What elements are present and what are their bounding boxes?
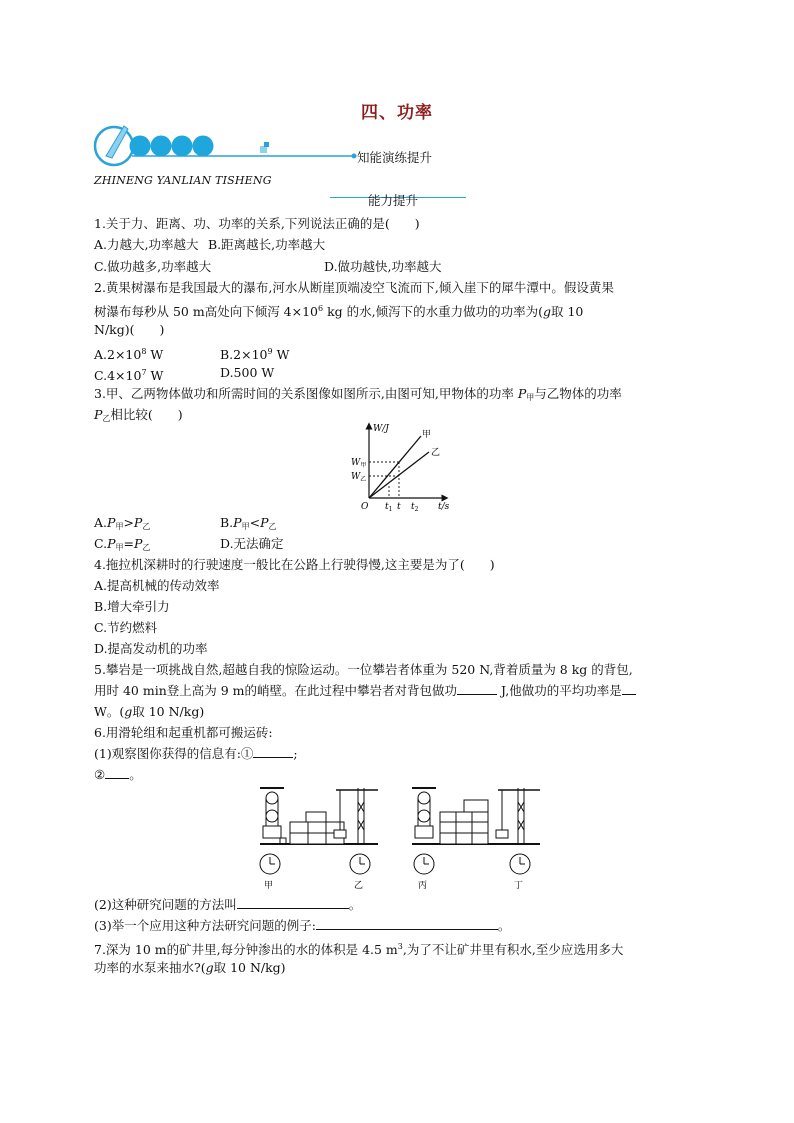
- header-pinyin: ZHINENG YANLIAN TISHENG: [94, 174, 272, 187]
- q3-option-c: $C.P_甲=P_乙$: [94, 536, 151, 552]
- q3-option-d: D.无法确定: [220, 536, 284, 551]
- q6-part-3: (3)举一个应用这种方法研究问题的例子: 。: [94, 918, 511, 933]
- q6-stem: 6.用滑轮组和起重机都可搬运砖:: [94, 725, 273, 740]
- t2-label: $t_2$: [411, 502, 419, 512]
- q1-option-d: D.做功越快,功率越大: [324, 259, 442, 274]
- q3-option-a: $A.P_甲>P_乙$: [94, 515, 151, 531]
- q3-line-2: $P_乙$相比较( ): [94, 407, 183, 423]
- q7-line-2: 功率的水泵来抽水?(g取 10 N/kg): [94, 960, 286, 975]
- q7-line-1: 7.深为 10 m的矿井里,每分钟渗出的水的体积是 4.5 $m^3$,为了不让矿井里有积水,至少应选用多大: [94, 942, 624, 957]
- q3-option-b: $B.P_甲<P_乙$: [220, 515, 277, 531]
- q6-blank-4[interactable]: [316, 917, 498, 930]
- jia-label: 甲: [422, 430, 432, 440]
- header-section-label: 知能演练提升: [357, 150, 433, 165]
- w-jia-label: $W_甲$: [351, 458, 367, 469]
- q2-option-a: $A.2\times 10^8$ W: [94, 347, 164, 362]
- header-dot-icon: [151, 136, 172, 157]
- q6-brick-lifting-figure: [250, 782, 550, 894]
- y-axis-label: W/J: [373, 424, 389, 434]
- q2-option-c: $C.4\times 10^7$ W: [94, 368, 164, 383]
- line-jia: [369, 436, 421, 498]
- q3-work-time-graph: [345, 420, 455, 512]
- q1-stem: 1.关于力、距离、功、功率的关系,下列说法正确的是( ): [94, 216, 420, 231]
- header-dot-icon: [130, 136, 151, 157]
- q6-part-2: (2)这种研究问题的方法叫 。: [94, 897, 362, 912]
- t-label: t: [397, 502, 401, 512]
- q6-part-1: (1)观察图你获得的信息有:① ;: [94, 746, 298, 761]
- q6-part-1b: ② 。: [94, 767, 142, 782]
- q4-option-a: A.提高机械的传动效率: [94, 578, 220, 593]
- header-square-icon: [264, 142, 269, 147]
- q2-line-3: N/kg)( ): [94, 322, 165, 337]
- q1-option-c: C.做功越多,功率越大: [94, 259, 212, 274]
- q4-option-c: C.节约燃料: [94, 620, 158, 635]
- q5-blank-power[interactable]: [622, 682, 636, 695]
- q2-line-2: 树瀑布每秒从 50 m高处向下倾泻 $4\times 10^6$ kg 的水,倾泻下的水重力做功的功率为(g取 10: [94, 304, 584, 319]
- q5-line-1: 5.攀岩是一项挑战自然,超越自我的惊险运动。一位攀岩者体重为 520 N,背着质量为 8 kg 的背包,: [94, 662, 633, 677]
- origin-label: O: [361, 502, 369, 512]
- q4-option-b: B.增大牵引力: [94, 599, 170, 614]
- header-dot-icon: [193, 136, 214, 157]
- q1-option-b: B.距离越长,功率越大: [208, 237, 326, 252]
- q6-blank-3[interactable]: [237, 896, 349, 909]
- q6-blank-1[interactable]: [253, 745, 293, 758]
- fig-label-bing: 丙: [418, 881, 428, 891]
- section-title: 能力提升: [368, 193, 419, 208]
- fig-label-ding: 丁: [514, 881, 524, 891]
- header-dot-icon: [172, 136, 193, 157]
- q5-line-3: W。(g取 10 N/kg): [94, 704, 205, 719]
- q2-option-b: $B.2\times 10^9$ W: [220, 347, 290, 362]
- w-yi-label: $W_乙$: [351, 472, 367, 483]
- page-title: 四、功率: [361, 103, 433, 123]
- q4-option-d: D.提高发动机的功率: [94, 641, 208, 656]
- q2-line-1: 2.黄果树瀑布是我国最大的瀑布,河水从断崖顶端凌空飞流而下,倾入崖下的犀牛潭中。假设黄果: [94, 280, 614, 295]
- q6-blank-2[interactable]: [105, 766, 129, 779]
- yi-label: 乙: [431, 448, 441, 458]
- t1-label: $t_1$: [385, 502, 393, 512]
- x-axis-label: t/s: [438, 502, 450, 512]
- q5-line-2: 用时 40 min登上高为 9 m的峭壁。在此过程中攀岩者对背包做功 J,他做功的平均功率是: [94, 682, 636, 700]
- q4-stem: 4.拖拉机深耕时的行驶速度一般比在公路上行驶得慢,这主要是为了( ): [94, 557, 495, 572]
- q3-line-1: 3.甲、乙两物体做功和所需时间的关系图像如图所示,由图可知,甲物体的功率 $P_甲$与乙物体的功率: [94, 386, 622, 402]
- fig-label-jia: 甲: [264, 881, 274, 891]
- fig-label-yi: 乙: [354, 881, 364, 891]
- q2-option-d: D.500 W: [220, 365, 275, 380]
- header-square-icon: [260, 146, 267, 153]
- q1-option-a: A.力越大,功率越大: [94, 237, 199, 252]
- q5-blank-work[interactable]: [457, 682, 497, 695]
